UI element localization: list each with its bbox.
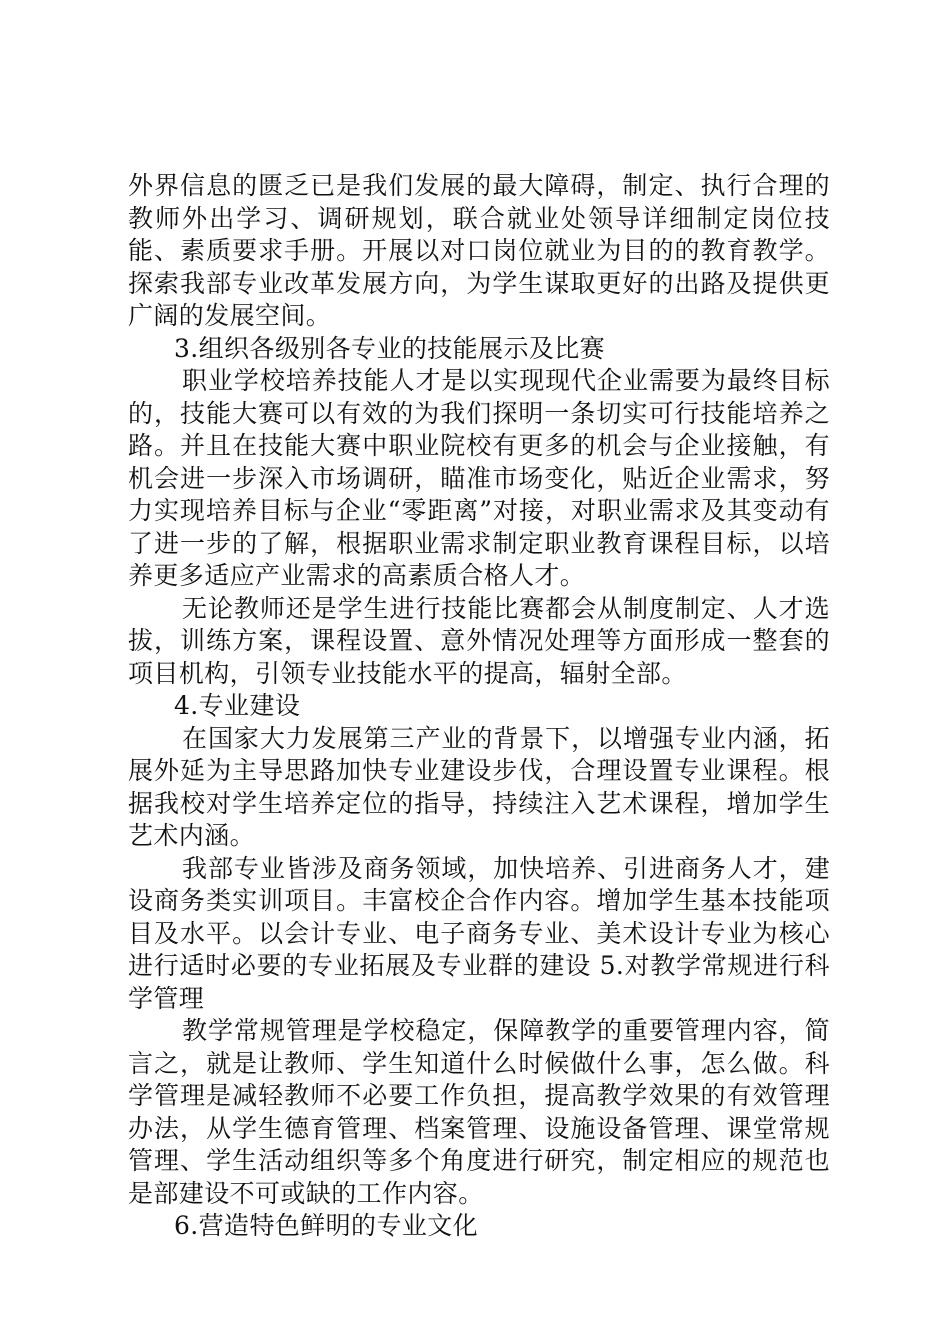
paragraph-4a: 在国家大力发展第三产业的背景下，以增强专业内涵，拓展外延为主导思路加快专业建设步伐，合理设置专业课程。根据我校对学生培养定位的指导，持续注入艺术课程，增加学生艺术内涵。	[128, 723, 830, 850]
section-heading-4: 4.专业建设	[174, 691, 301, 720]
paragraph-3b: 无论教师还是学生进行技能比赛都会从制度制定、人才选拔，训练方案，课程设置、意外情况处理等方面形成一整套的项目机构，引领专业技能水平的提高，辐射全部。	[128, 593, 830, 688]
paragraph-5: 教学常规管理是学校稳定，保障教学的重要管理内容，简言之，就是让教师、学生知道什么时候做什么事，怎么做。科学管理是减轻教师不必要工作负担，提高教学效果的有效管理办法，从学生德育管理、档案管理、设施设备管理、课堂常规管理、学生活动组织等多个角度进行研究，制定相应的规范也是部建设不可或缺的工作内容。	[128, 1016, 830, 1208]
paragraph-3a: 职业学校培养技能人才是以实现现代企业需要为最终目标的，技能大赛可以有效的为我们探明一条切实可行技能培养之路。并且在技能大赛中职业院校有更多的机会与企业接触，有机会进一步深入市场调研，瞄准市场变化，贴近企业需求，努力实现培养目标与企业“零距离”对接，对职业需求及其变动有了进一步的了解，根据职业需求制定职业教育课程目标，以培养更多适应产业需求的高素质合格人才。	[128, 366, 830, 590]
paragraph-intro: 外界信息的匮乏已是我们发展的最大障碍，制定、执行合理的教师外出学习、调研规划，联合就业处领导详细制定岗位技能、素质要求手册。开展以对口岗位就业为目的的教育教学。探索我部专业改革发展方向，为学生谋取更好的出路及提供更广阔的发展空间。	[128, 171, 830, 330]
section-heading-6: 6.营造特色鲜明的专业文化	[174, 1211, 479, 1240]
paragraph-4b: 我部专业皆涉及商务领域，加快培养、引进商务人才，建设商务类实训项目。丰富校企合作内容。增加学生基本技能项目及水平。以会计专业、电子商务专业、美术设计专业为核心进行适时必要的专业拓展及专业群的建设 5.对教学常规进行科学管理	[128, 853, 830, 1013]
section-heading-3: 3.组织各级别各专业的技能展示及比赛	[174, 333, 606, 363]
document-body	[128, 170, 830, 1243]
